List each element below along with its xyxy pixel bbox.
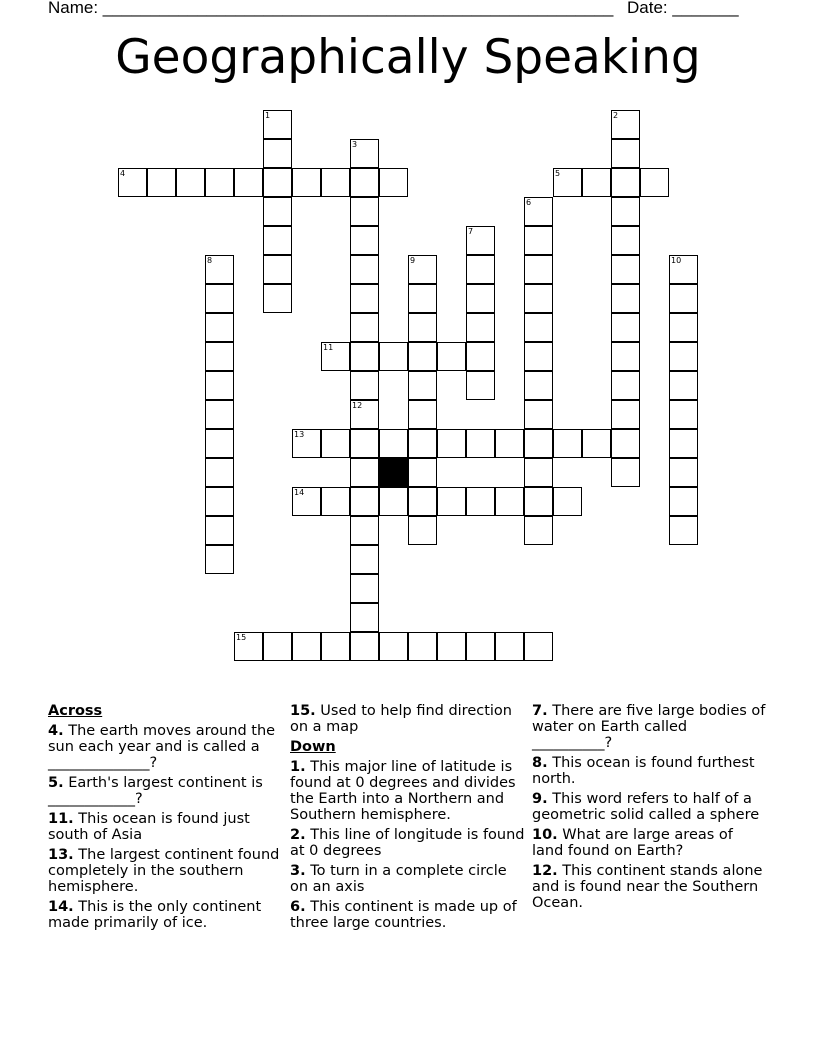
grid-cell[interactable]	[669, 429, 698, 458]
down-heading: Down	[290, 739, 336, 755]
clue-number: 5.	[48, 775, 64, 791]
grid-cell[interactable]	[408, 284, 437, 313]
clue-down-7	[532, 703, 768, 751]
grid-cell[interactable]	[408, 429, 437, 458]
grid-cell[interactable]	[205, 168, 234, 197]
grid-cell[interactable]	[408, 342, 437, 371]
grid-cell[interactable]	[147, 168, 176, 197]
grid-cell[interactable]	[669, 371, 698, 400]
grid-cell[interactable]	[408, 313, 437, 342]
grid-cell[interactable]	[669, 487, 698, 516]
clue-number: 14.	[48, 899, 74, 915]
grid-cell[interactable]	[379, 429, 408, 458]
clue-number: 2.	[290, 827, 306, 843]
grid-cell[interactable]	[408, 516, 437, 545]
grid-cell[interactable]	[176, 168, 205, 197]
grid-cell[interactable]	[205, 487, 234, 516]
name-field-label: Name: ______________________________________________________	[48, 0, 614, 17]
grid-cell[interactable]	[640, 168, 669, 197]
clue-text: Earth's largest continent is ____________?	[48, 775, 263, 807]
grid-cell[interactable]	[350, 632, 379, 661]
clue-number: 6.	[290, 899, 306, 915]
grid-cell[interactable]	[205, 313, 234, 342]
grid-cell[interactable]	[263, 255, 292, 284]
clue-number: 12.	[532, 863, 558, 879]
grid-cell[interactable]	[205, 458, 234, 487]
grid-cell[interactable]	[524, 255, 553, 284]
grid-cell[interactable]	[350, 168, 379, 197]
grid-cell[interactable]	[408, 400, 437, 429]
clue-text: This ocean is found furthest north.	[532, 755, 755, 787]
grid-cell[interactable]	[524, 342, 553, 371]
date-field-label: Date: _______	[627, 0, 739, 17]
grid-cell[interactable]	[524, 429, 553, 458]
grid-cell[interactable]	[350, 226, 379, 255]
grid-cell[interactable]	[437, 342, 466, 371]
cell-number: 3	[352, 140, 358, 149]
cell-number: 1	[265, 111, 271, 120]
clue-number: 10.	[532, 827, 558, 843]
grid-cell[interactable]	[205, 429, 234, 458]
clue-down-3	[290, 863, 526, 895]
grid-cell[interactable]	[466, 313, 495, 342]
grid-cell[interactable]	[611, 284, 640, 313]
grid-cell[interactable]	[408, 458, 437, 487]
grid-cell[interactable]	[205, 545, 234, 574]
grid-cell[interactable]	[466, 487, 495, 516]
grid-cell[interactable]	[437, 632, 466, 661]
grid-cell[interactable]	[669, 342, 698, 371]
grid-cell[interactable]	[495, 429, 524, 458]
grid-cell[interactable]	[321, 487, 350, 516]
grid-cell[interactable]	[524, 284, 553, 313]
grid-black-cell	[379, 458, 408, 487]
clue-down-12	[532, 863, 768, 911]
clue-across-15	[290, 703, 526, 735]
grid-cell[interactable]	[379, 632, 408, 661]
grid-cell[interactable]	[611, 255, 640, 284]
grid-cell[interactable]	[350, 197, 379, 226]
grid-cell[interactable]	[524, 516, 553, 545]
grid-cell[interactable]	[350, 545, 379, 574]
grid-cell[interactable]	[524, 313, 553, 342]
clue-number: 4.	[48, 723, 64, 739]
clue-across-5	[48, 775, 284, 807]
clue-number: 7.	[532, 703, 548, 719]
clue-down-10	[532, 827, 768, 859]
grid-cell[interactable]	[350, 574, 379, 603]
clue-down-2	[290, 827, 526, 859]
grid-cell[interactable]	[263, 139, 292, 168]
grid-cell[interactable]	[408, 632, 437, 661]
clue-text: There are five large bodies of water on Earth called __________?	[532, 703, 766, 751]
grid-cell[interactable]	[669, 516, 698, 545]
clue-down-6	[290, 899, 526, 931]
grid-cell[interactable]	[524, 458, 553, 487]
cell-number: 2	[613, 111, 619, 120]
grid-cell[interactable]	[350, 284, 379, 313]
clue-text: This continent stands alone and is found near the Southern Ocean.	[532, 863, 763, 911]
grid-cell[interactable]	[350, 342, 379, 371]
grid-cell[interactable]	[379, 168, 408, 197]
grid-cell[interactable]	[350, 603, 379, 632]
cell-number: 9	[410, 256, 416, 265]
grid-cell[interactable]	[205, 516, 234, 545]
grid-cell[interactable]	[553, 429, 582, 458]
grid-cell[interactable]	[466, 342, 495, 371]
grid-cell[interactable]	[524, 371, 553, 400]
clue-text: This ocean is found just south of Asia	[48, 811, 250, 843]
grid-cell[interactable]	[582, 168, 611, 197]
grid-cell[interactable]	[524, 226, 553, 255]
clue-down-8	[532, 755, 768, 787]
grid-cell[interactable]	[263, 632, 292, 661]
clue-across-11	[48, 811, 284, 843]
cell-number: 15	[236, 633, 247, 642]
grid-cell[interactable]	[234, 168, 263, 197]
clue-number: 15.	[290, 703, 316, 719]
grid-cell[interactable]	[292, 168, 321, 197]
cell-number: 10	[671, 256, 682, 265]
clue-across-4	[48, 723, 284, 771]
cell-number: 8	[207, 256, 213, 265]
grid-cell[interactable]	[495, 632, 524, 661]
grid-cell[interactable]	[350, 487, 379, 516]
clue-number: 9.	[532, 791, 548, 807]
clue-text: What are large areas of land found on Earth?	[532, 827, 733, 859]
clues-column-3	[532, 703, 768, 915]
cell-number: 12	[352, 401, 363, 410]
grid-cell[interactable]	[379, 342, 408, 371]
grid-cell[interactable]	[350, 516, 379, 545]
clue-number: 1.	[290, 759, 306, 775]
puzzle-title: Geographically Speaking	[115, 30, 701, 85]
grid-cell[interactable]	[611, 342, 640, 371]
grid-cell[interactable]	[611, 168, 640, 197]
grid-cell[interactable]	[437, 429, 466, 458]
clue-text: This continent is made up of three large countries.	[290, 899, 517, 931]
grid-cell[interactable]	[495, 487, 524, 516]
grid-cell[interactable]	[350, 429, 379, 458]
grid-cell[interactable]	[350, 458, 379, 487]
grid-cell[interactable]	[263, 168, 292, 197]
grid-cell[interactable]	[466, 371, 495, 400]
clue-number: 11.	[48, 811, 74, 827]
grid-cell[interactable]	[379, 487, 408, 516]
clue-number: 8.	[532, 755, 548, 771]
grid-cell[interactable]	[669, 458, 698, 487]
clue-text: This word refers to half of a geometric solid called a sphere	[532, 791, 760, 823]
grid-cell[interactable]	[611, 458, 640, 487]
cell-number: 4	[120, 169, 126, 178]
grid-cell[interactable]	[466, 429, 495, 458]
grid-cell[interactable]	[408, 371, 437, 400]
cell-number: 14	[294, 488, 305, 497]
grid-cell[interactable]	[611, 400, 640, 429]
clue-down-9	[532, 791, 768, 823]
clue-text: This major line of latitude is found at 0 degrees and divides the Earth into a Northern and Southern hemisphere.	[290, 759, 516, 823]
grid-cell[interactable]	[466, 632, 495, 661]
clue-text: This is the only continent made primarily of ice.	[48, 899, 262, 931]
grid-cell[interactable]	[408, 487, 437, 516]
grid-cell[interactable]	[466, 284, 495, 313]
grid-cell[interactable]	[263, 197, 292, 226]
grid-cell[interactable]	[669, 313, 698, 342]
grid-cell[interactable]	[466, 255, 495, 284]
cell-number: 5	[555, 169, 561, 178]
clue-number: 13.	[48, 847, 74, 863]
grid-cell[interactable]	[611, 226, 640, 255]
grid-cell[interactable]	[611, 371, 640, 400]
grid-cell[interactable]	[321, 168, 350, 197]
grid-cell[interactable]	[553, 487, 582, 516]
grid-cell[interactable]	[437, 487, 466, 516]
grid-cell[interactable]	[524, 632, 553, 661]
grid-cell[interactable]	[321, 632, 350, 661]
clue-down-1	[290, 759, 526, 823]
grid-cell[interactable]	[611, 313, 640, 342]
clues-column-1	[48, 703, 284, 935]
clue-text: This line of longitude is found at 0 degrees	[290, 827, 525, 859]
grid-cell[interactable]	[292, 632, 321, 661]
cell-number: 6	[526, 198, 532, 207]
grid-cell[interactable]	[263, 284, 292, 313]
clue-text: The earth moves around the sun each year and is called a ______________?	[48, 723, 276, 771]
clue-text: To turn in a complete circle on an axis	[290, 863, 507, 895]
clue-text: The largest continent found completely in the southern hemisphere.	[48, 847, 280, 895]
grid-cell[interactable]	[205, 284, 234, 313]
grid-cell[interactable]	[350, 371, 379, 400]
grid-cell[interactable]	[669, 284, 698, 313]
cell-number: 11	[323, 343, 334, 352]
grid-cell[interactable]	[263, 226, 292, 255]
across-heading: Across	[48, 703, 103, 719]
clue-across-14	[48, 899, 284, 931]
grid-cell[interactable]	[205, 400, 234, 429]
grid-cell[interactable]	[582, 429, 611, 458]
grid-cell[interactable]	[205, 342, 234, 371]
clue-number: 3.	[290, 863, 306, 879]
grid-cell[interactable]	[350, 255, 379, 284]
grid-cell[interactable]	[611, 139, 640, 168]
grid-cell[interactable]	[350, 313, 379, 342]
grid-cell[interactable]	[611, 197, 640, 226]
grid-cell[interactable]	[524, 400, 553, 429]
grid-cell[interactable]	[321, 429, 350, 458]
cell-number: 7	[468, 227, 474, 236]
grid-cell[interactable]	[205, 371, 234, 400]
clues-column-2	[290, 703, 526, 935]
cell-number: 13	[294, 430, 305, 439]
clue-text: Used to help find direction on a map	[290, 703, 512, 735]
grid-cell[interactable]	[611, 429, 640, 458]
grid-cell[interactable]	[524, 487, 553, 516]
grid-cell[interactable]	[669, 400, 698, 429]
clue-across-13	[48, 847, 284, 895]
